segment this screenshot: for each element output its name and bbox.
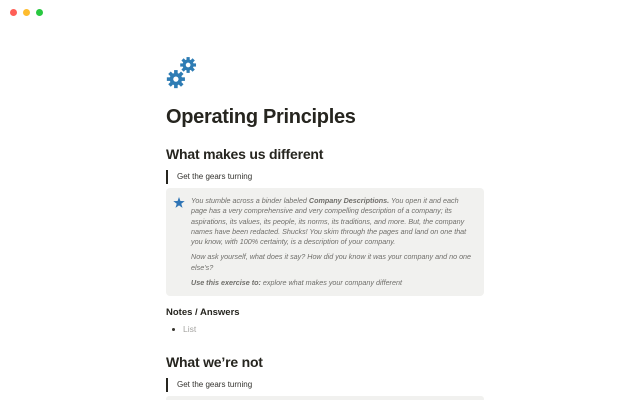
close-button[interactable] — [10, 9, 17, 16]
callout-paragraph: Use this exercise to: explore what makes your company different — [191, 278, 402, 288]
document-body — [166, 55, 484, 400]
window-controls — [10, 9, 43, 16]
quote-text: Get the gears turning — [177, 380, 253, 390]
callout-paragraph: You stumble across a binder labeled Company Descriptions. You open it and each page has a very comprehensive and very compelling description of a company; its aspirations, its values, its people, its norms, its traditions, and more. But, the company names have been redacted. Shucks! You skim through the pages and land on one that you know, with 100% certainty, is a description of your company. — [191, 196, 467, 247]
minimize-button[interactable] — [23, 9, 30, 16]
list-item[interactable] — [166, 324, 484, 335]
notes-answers-heading[interactable]: Notes / Answers — [166, 307, 240, 319]
quote-block[interactable] — [166, 170, 484, 184]
section-heading-what-were-not[interactable]: What we’re not — [166, 354, 263, 371]
bullet-icon — [172, 328, 175, 331]
gears-icon[interactable] — [166, 55, 198, 91]
callout-block[interactable] — [166, 188, 484, 296]
list-item-label: List — [183, 324, 197, 335]
callout-paragraph: Now ask yourself, what does it say? How did you know it was your company and no one else’s? — [191, 252, 472, 272]
quote-text: Get the gears turning — [177, 172, 253, 181]
section-heading-what-makes-us-different[interactable]: What makes us different — [166, 146, 324, 162]
callout-block-clipped[interactable] — [166, 396, 484, 400]
quote-block[interactable] — [166, 378, 484, 392]
callout-text — [191, 196, 473, 288]
star-icon[interactable] — [173, 197, 185, 209]
page-title[interactable]: Operating Principles — [166, 106, 356, 128]
zoom-button[interactable] — [36, 9, 43, 16]
